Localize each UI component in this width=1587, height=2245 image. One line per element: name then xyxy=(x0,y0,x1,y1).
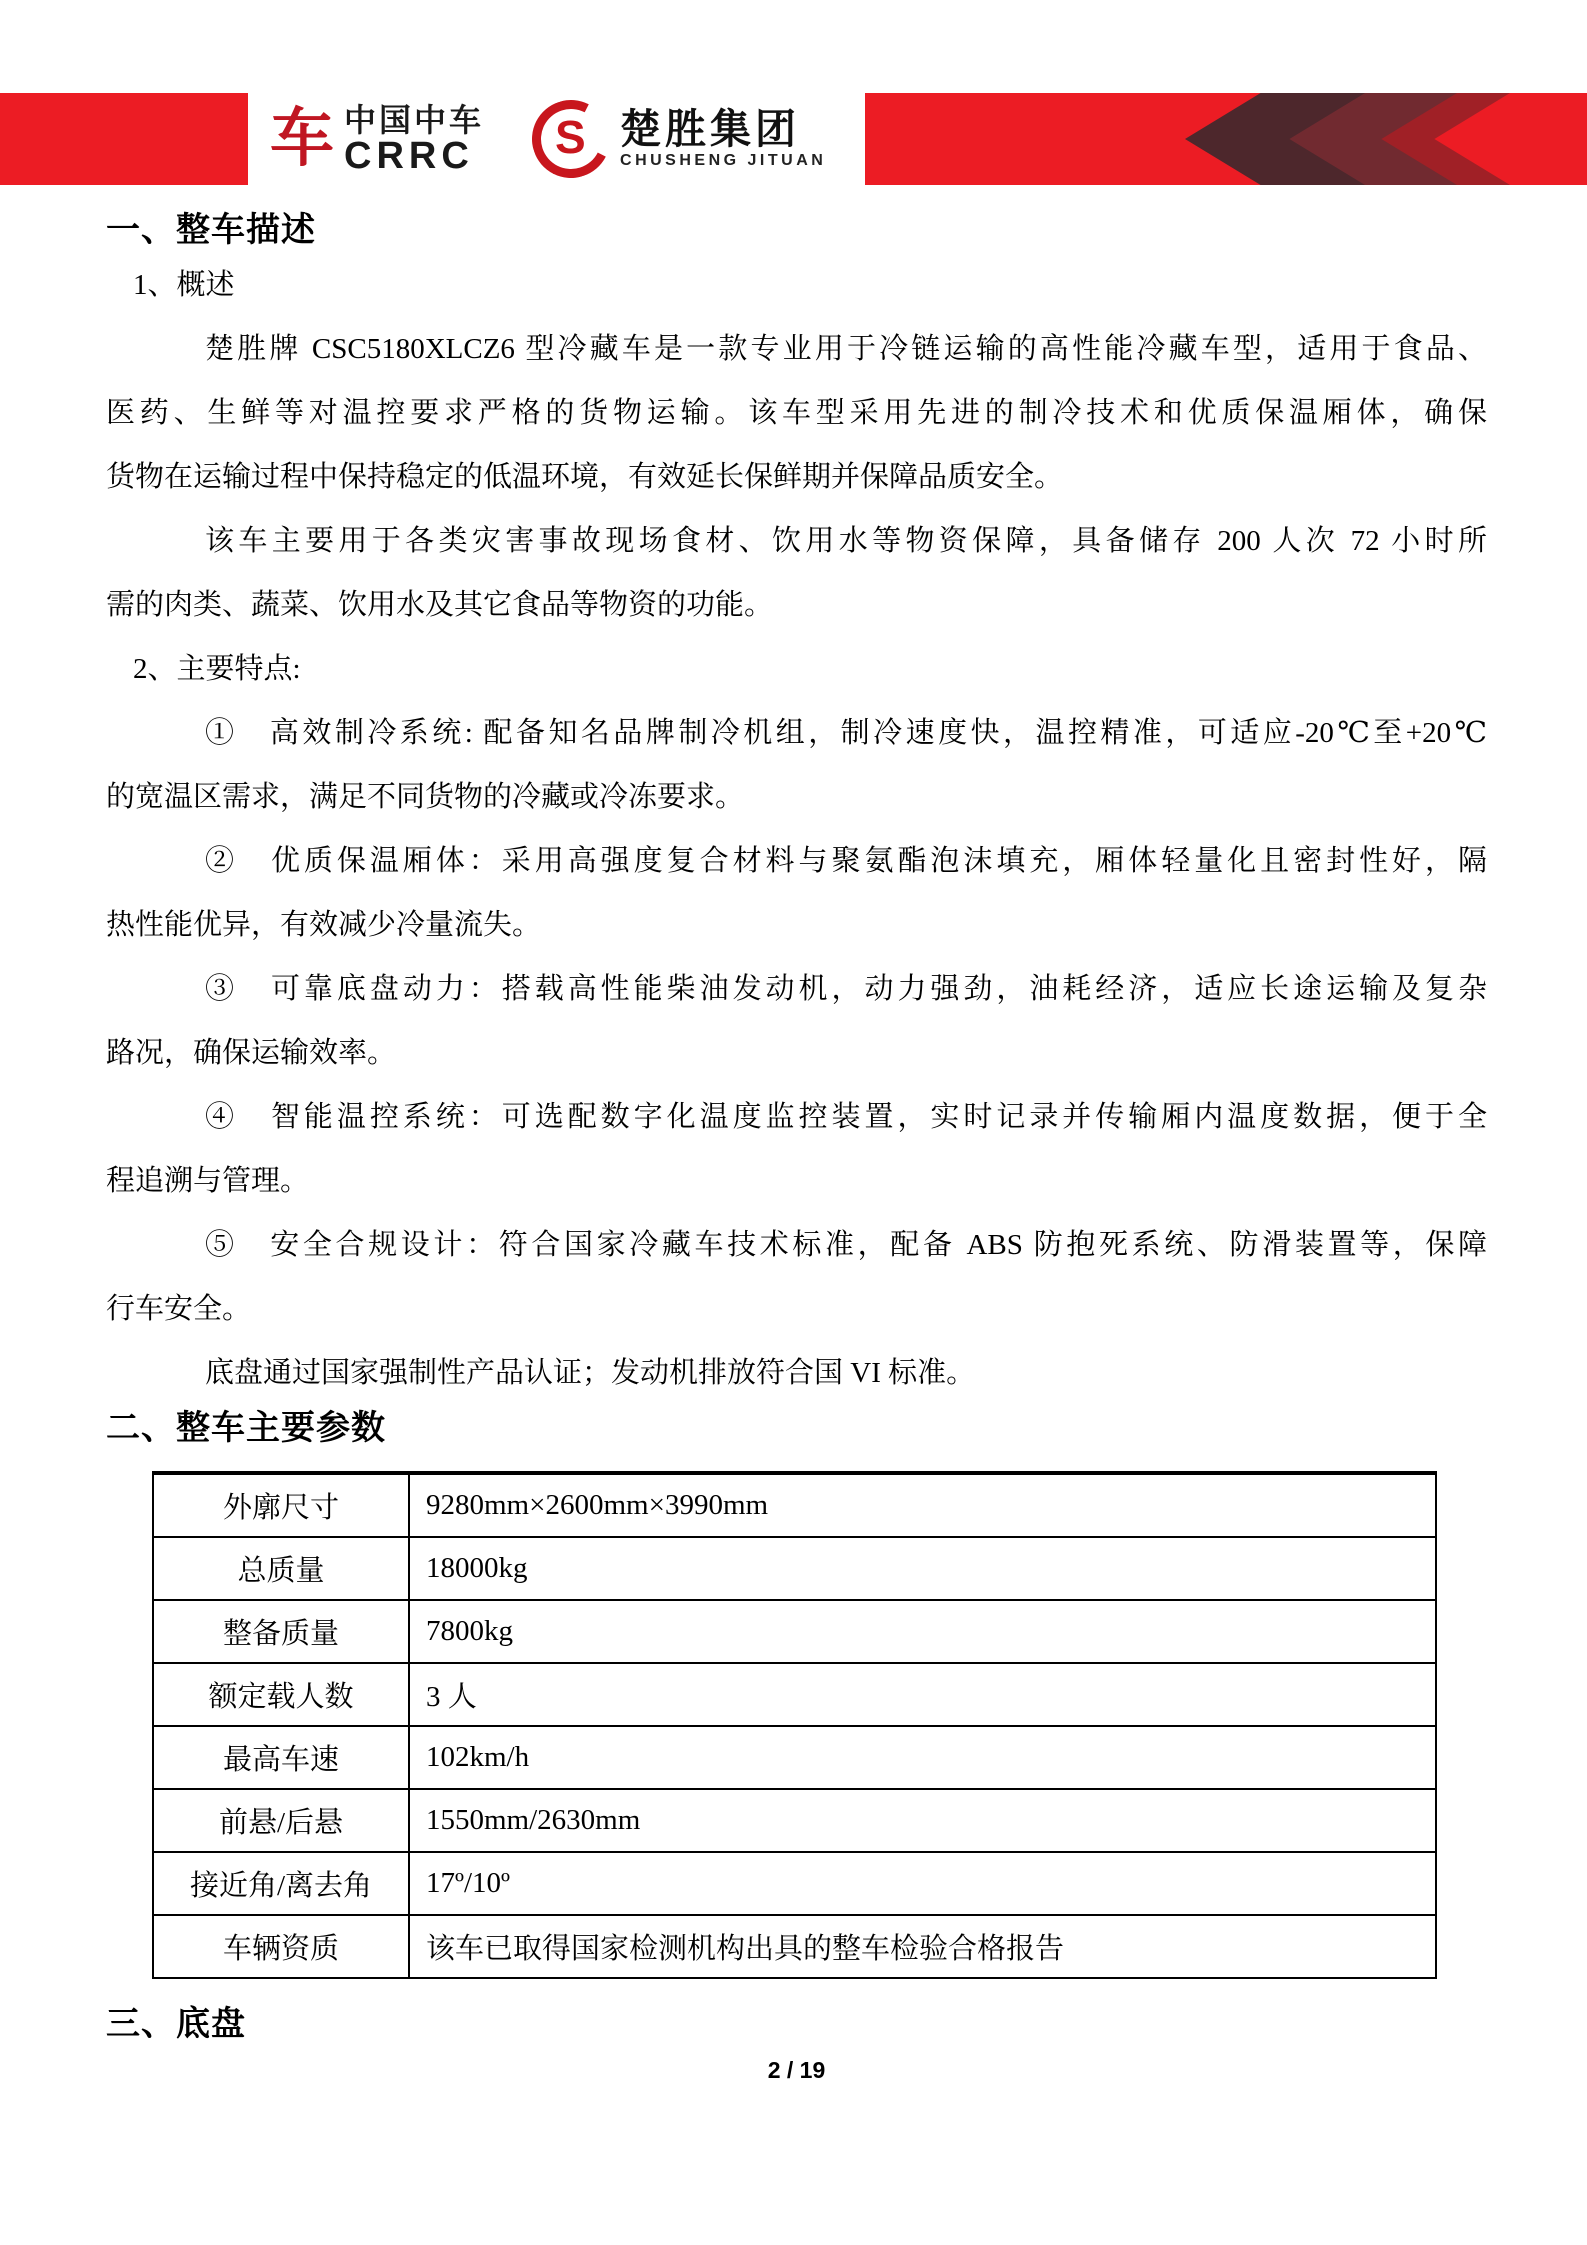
param-label: 外廓尺寸 xyxy=(154,1475,410,1536)
chusheng-logo-name-en: CHUSHENG JITUAN xyxy=(620,152,827,169)
text-line: 程追溯与管理。 xyxy=(106,1165,310,1197)
text-line: 医药、生鲜等对温控要求严格的货物运输。该车型采用先进的制冷技术和优质保温厢体，确保 xyxy=(106,397,1487,429)
text-line: 楚胜牌 CSC5180XLCZ6 型冷藏车是一款专业用于冷链运输的高性能冷藏车型，适用于食品、 xyxy=(205,333,1487,365)
table-row xyxy=(154,1788,1435,1851)
text-line: 该车主要用于各类灾害事故现场食材、饮用水等物资保障，具备储存 200 人次 72 小时所 xyxy=(205,525,1487,557)
chusheng-logo-icon-letter: S xyxy=(555,110,586,163)
text-line: 路况，确保运输效率。 xyxy=(106,1037,397,1069)
param-label: 最高车速 xyxy=(154,1727,410,1788)
header-red-block-right xyxy=(865,93,1587,185)
text-line: 2、主要特点: xyxy=(133,653,301,685)
crrc-logo-name-en: CRRC xyxy=(344,135,474,177)
param-value: 7800kg xyxy=(426,1615,513,1647)
text-line: ④ 智能温控系统：可选配数字化温度监控装置，实时记录并传输厢内温度数据，便于全 xyxy=(205,1101,1487,1133)
param-label: 额定载人数 xyxy=(154,1664,410,1725)
text-line: 需的肉类、蔬菜、饮用水及其它食品等物资的功能。 xyxy=(106,589,774,621)
section-title-chassis: 三、底盘 xyxy=(106,2006,246,2043)
param-value: 102km/h xyxy=(426,1741,530,1773)
text-line: ⑤ 安全合规设计：符合国家冷藏车技术标准，配备 ABS 防抱死系统、防滑装置等，保障 xyxy=(205,1229,1487,1261)
table-row xyxy=(154,1599,1435,1662)
section-title-vehicle-description: 一、整车描述 xyxy=(106,212,316,249)
param-label: 整备质量 xyxy=(154,1601,410,1662)
crrc-logo xyxy=(270,103,484,175)
body-text xyxy=(106,253,1487,1405)
param-value: 18000kg xyxy=(426,1552,528,1584)
section-title-main-parameters: 二、整车主要参数 xyxy=(106,1410,386,1447)
page-number: 2 / 19 xyxy=(767,2057,826,2083)
text-line: 1、概述 xyxy=(133,269,235,301)
chusheng-logo xyxy=(532,100,826,178)
text-line: ② 优质保温厢体：采用高强度复合材料与聚氨酯泡沫填充，厢体轻量化且密封性好，隔 xyxy=(205,845,1487,877)
header-logos-panel xyxy=(248,93,865,185)
document-content xyxy=(0,185,1587,2084)
text-line: 的宽温区需求，满足不同货物的冷藏或冷冻要求。 xyxy=(106,781,745,813)
param-value: 9280mm×2600mm×3990mm xyxy=(426,1489,769,1521)
table-row xyxy=(154,1662,1435,1725)
table-row xyxy=(154,1536,1435,1599)
param-value: 17º/10º xyxy=(426,1867,511,1899)
header-red-block-left xyxy=(0,93,248,185)
text-line: 行车安全。 xyxy=(106,1293,252,1325)
text-line: 货物在运输过程中保持稳定的低温环境，有效延长保鲜期并保障品质安全。 xyxy=(106,461,1064,493)
table-row xyxy=(154,1851,1435,1914)
header-band xyxy=(0,93,1587,185)
crrc-logo-name-cn: 中国中车 xyxy=(344,102,485,138)
param-label: 总质量 xyxy=(154,1538,410,1599)
table-row xyxy=(154,1725,1435,1788)
params-table xyxy=(152,1471,1437,1979)
param-label: 接近角/离去角 xyxy=(154,1853,410,1914)
param-value: 该车已取得国家检测机构出具的整车检验合格报告 xyxy=(426,1933,1065,1965)
crrc-logo-icon: 车 xyxy=(270,103,334,174)
chusheng-logo-name-cn: 楚胜集团 xyxy=(620,106,801,152)
text-line: 热性能优异，有效减少冷量流失。 xyxy=(106,909,542,941)
param-value: 3 人 xyxy=(426,1681,477,1713)
table-row xyxy=(154,1914,1435,1977)
table-row xyxy=(154,1473,1435,1536)
param-value: 1550mm/2630mm xyxy=(426,1804,641,1836)
param-label: 车辆资质 xyxy=(154,1916,410,1977)
text-line: ③ 可靠底盘动力：搭载高性能柴油发动机，动力强劲，油耗经济，适应长途运输及复杂 xyxy=(205,973,1487,1005)
chusheng-logo-icon xyxy=(522,90,620,188)
text-line: ① 高效制冷系统: 配备知名品牌制冷机组，制冷速度快，温控精准，可适应-20℃至+20℃ xyxy=(205,717,1487,749)
text-line: 底盘通过国家强制性产品认证；发动机排放符合国 VI 标准。 xyxy=(205,1357,976,1389)
param-label: 前悬/后悬 xyxy=(154,1790,410,1851)
